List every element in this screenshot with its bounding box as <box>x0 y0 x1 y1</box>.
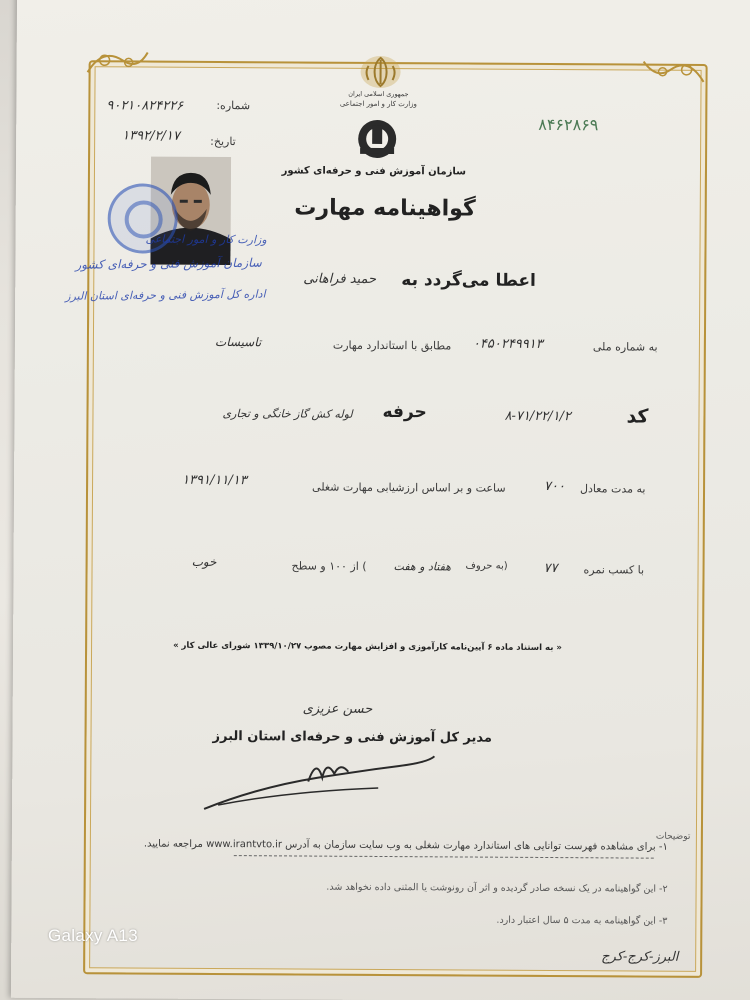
organization-name: سازمان آموزش فنی و حرفه‌ای کشور <box>281 165 467 178</box>
national-id-value: ۰۴۵۰۲۴۹۹۱۳ <box>472 336 543 352</box>
code-label: کد <box>626 405 649 428</box>
score-words-value: هفتاد و هفت <box>393 560 452 574</box>
number-value: ۹۰۲۱۰۸۲۴۲۲۶ <box>106 98 184 114</box>
level-value: خوب <box>191 554 217 569</box>
score-words-label: (به حروف <box>465 560 508 572</box>
trade-value: لوله کش گاز خانگی و تجاری <box>222 407 353 421</box>
trade-label: حرفه <box>382 401 427 423</box>
awarded-label: اعطا می‌گردد به <box>401 270 536 291</box>
iran-emblem-icon <box>358 54 402 90</box>
number-label: شماره: <box>216 98 251 113</box>
notes-heading: توضیحات <box>655 831 691 842</box>
assessment-date: ۱۳۹۱/۱۱/۱۳ <box>182 472 247 489</box>
score-label: با کسب نمره <box>583 563 645 577</box>
duration-suffix: ساعت و بر اساس ارزشیابی مهارت شغلی <box>312 480 506 495</box>
serial-number: ۸۴۶۲۸۶۹ <box>538 114 599 135</box>
duration-prefix: به مدت معادل <box>580 482 646 496</box>
stamp-line-2: سازمان آموزش فنی و حرفه‌ای کشور <box>75 255 262 272</box>
ministry-line-2: وزارت کار و امور اجتماعی <box>339 99 417 109</box>
national-id-label: به شماره ملی <box>592 340 658 354</box>
camera-watermark: Galaxy A13 <box>48 926 138 945</box>
date-value: ۱۳۹۲/۲/۱۷ <box>122 128 180 144</box>
signature-icon <box>198 747 438 818</box>
score-scale: ) از ۱۰۰ و سطح <box>291 559 367 573</box>
duration-hours: ۷۰۰ <box>544 478 566 495</box>
score-value: ۷۷ <box>543 560 558 577</box>
date-label: تاریخ: <box>210 134 236 149</box>
corner-ornament-right <box>638 52 708 92</box>
note-3: ۳- این گواهینامه به مدت ۵ سال اعتبار دارد. <box>496 914 668 927</box>
signatory-title: مدیر کل آموزش فنی و حرفه‌ای استان البرز <box>212 728 493 746</box>
legal-basis: « به استناد ماده ۶ آیین‌نامه کارآموزی و افزایش مهارت مصوب ۱۳۳۹/۱۰/۲۷ شورای عالی کار » <box>173 640 562 654</box>
signatory-name: حسن عزیزی <box>302 701 373 717</box>
code-value: ۸-۷۱/۲۲/۱/۲ <box>504 408 571 425</box>
standard-value: تاسیسات <box>214 334 262 350</box>
tvto-logo-icon <box>352 116 402 162</box>
certificate-title: گواهینامه مهارت <box>294 195 476 222</box>
holder-name: حمید فراهانی <box>303 271 377 287</box>
handwritten-location: البرز-کرج-کرج <box>601 949 679 965</box>
certificate-paper <box>11 0 750 1000</box>
note-1: ۱- برای مشاهده فهرست توانایی های استاندارد مهارت شغلی به وب سایت سازمان به آدرس www.irantvto.ir مراجعه نمایید. <box>143 838 668 853</box>
stamp-line-1: وزارت کار و امور اجتماعی <box>145 232 267 247</box>
stamp-line-3: اداره کل آموزش فنی و حرفه‌ای استان البرز <box>65 287 266 303</box>
corner-ornament-left <box>83 42 153 82</box>
note-2: ۲- این گواهینامه در یک نسخه صادر گردیده و اثر آن رونوشت یا المثنی داده نخواهد شد. <box>326 881 668 895</box>
ministry-line-1: جمهوری اسلامی ایران <box>348 89 409 99</box>
standard-label: مطابق با استاندارد مهارت <box>332 338 452 353</box>
